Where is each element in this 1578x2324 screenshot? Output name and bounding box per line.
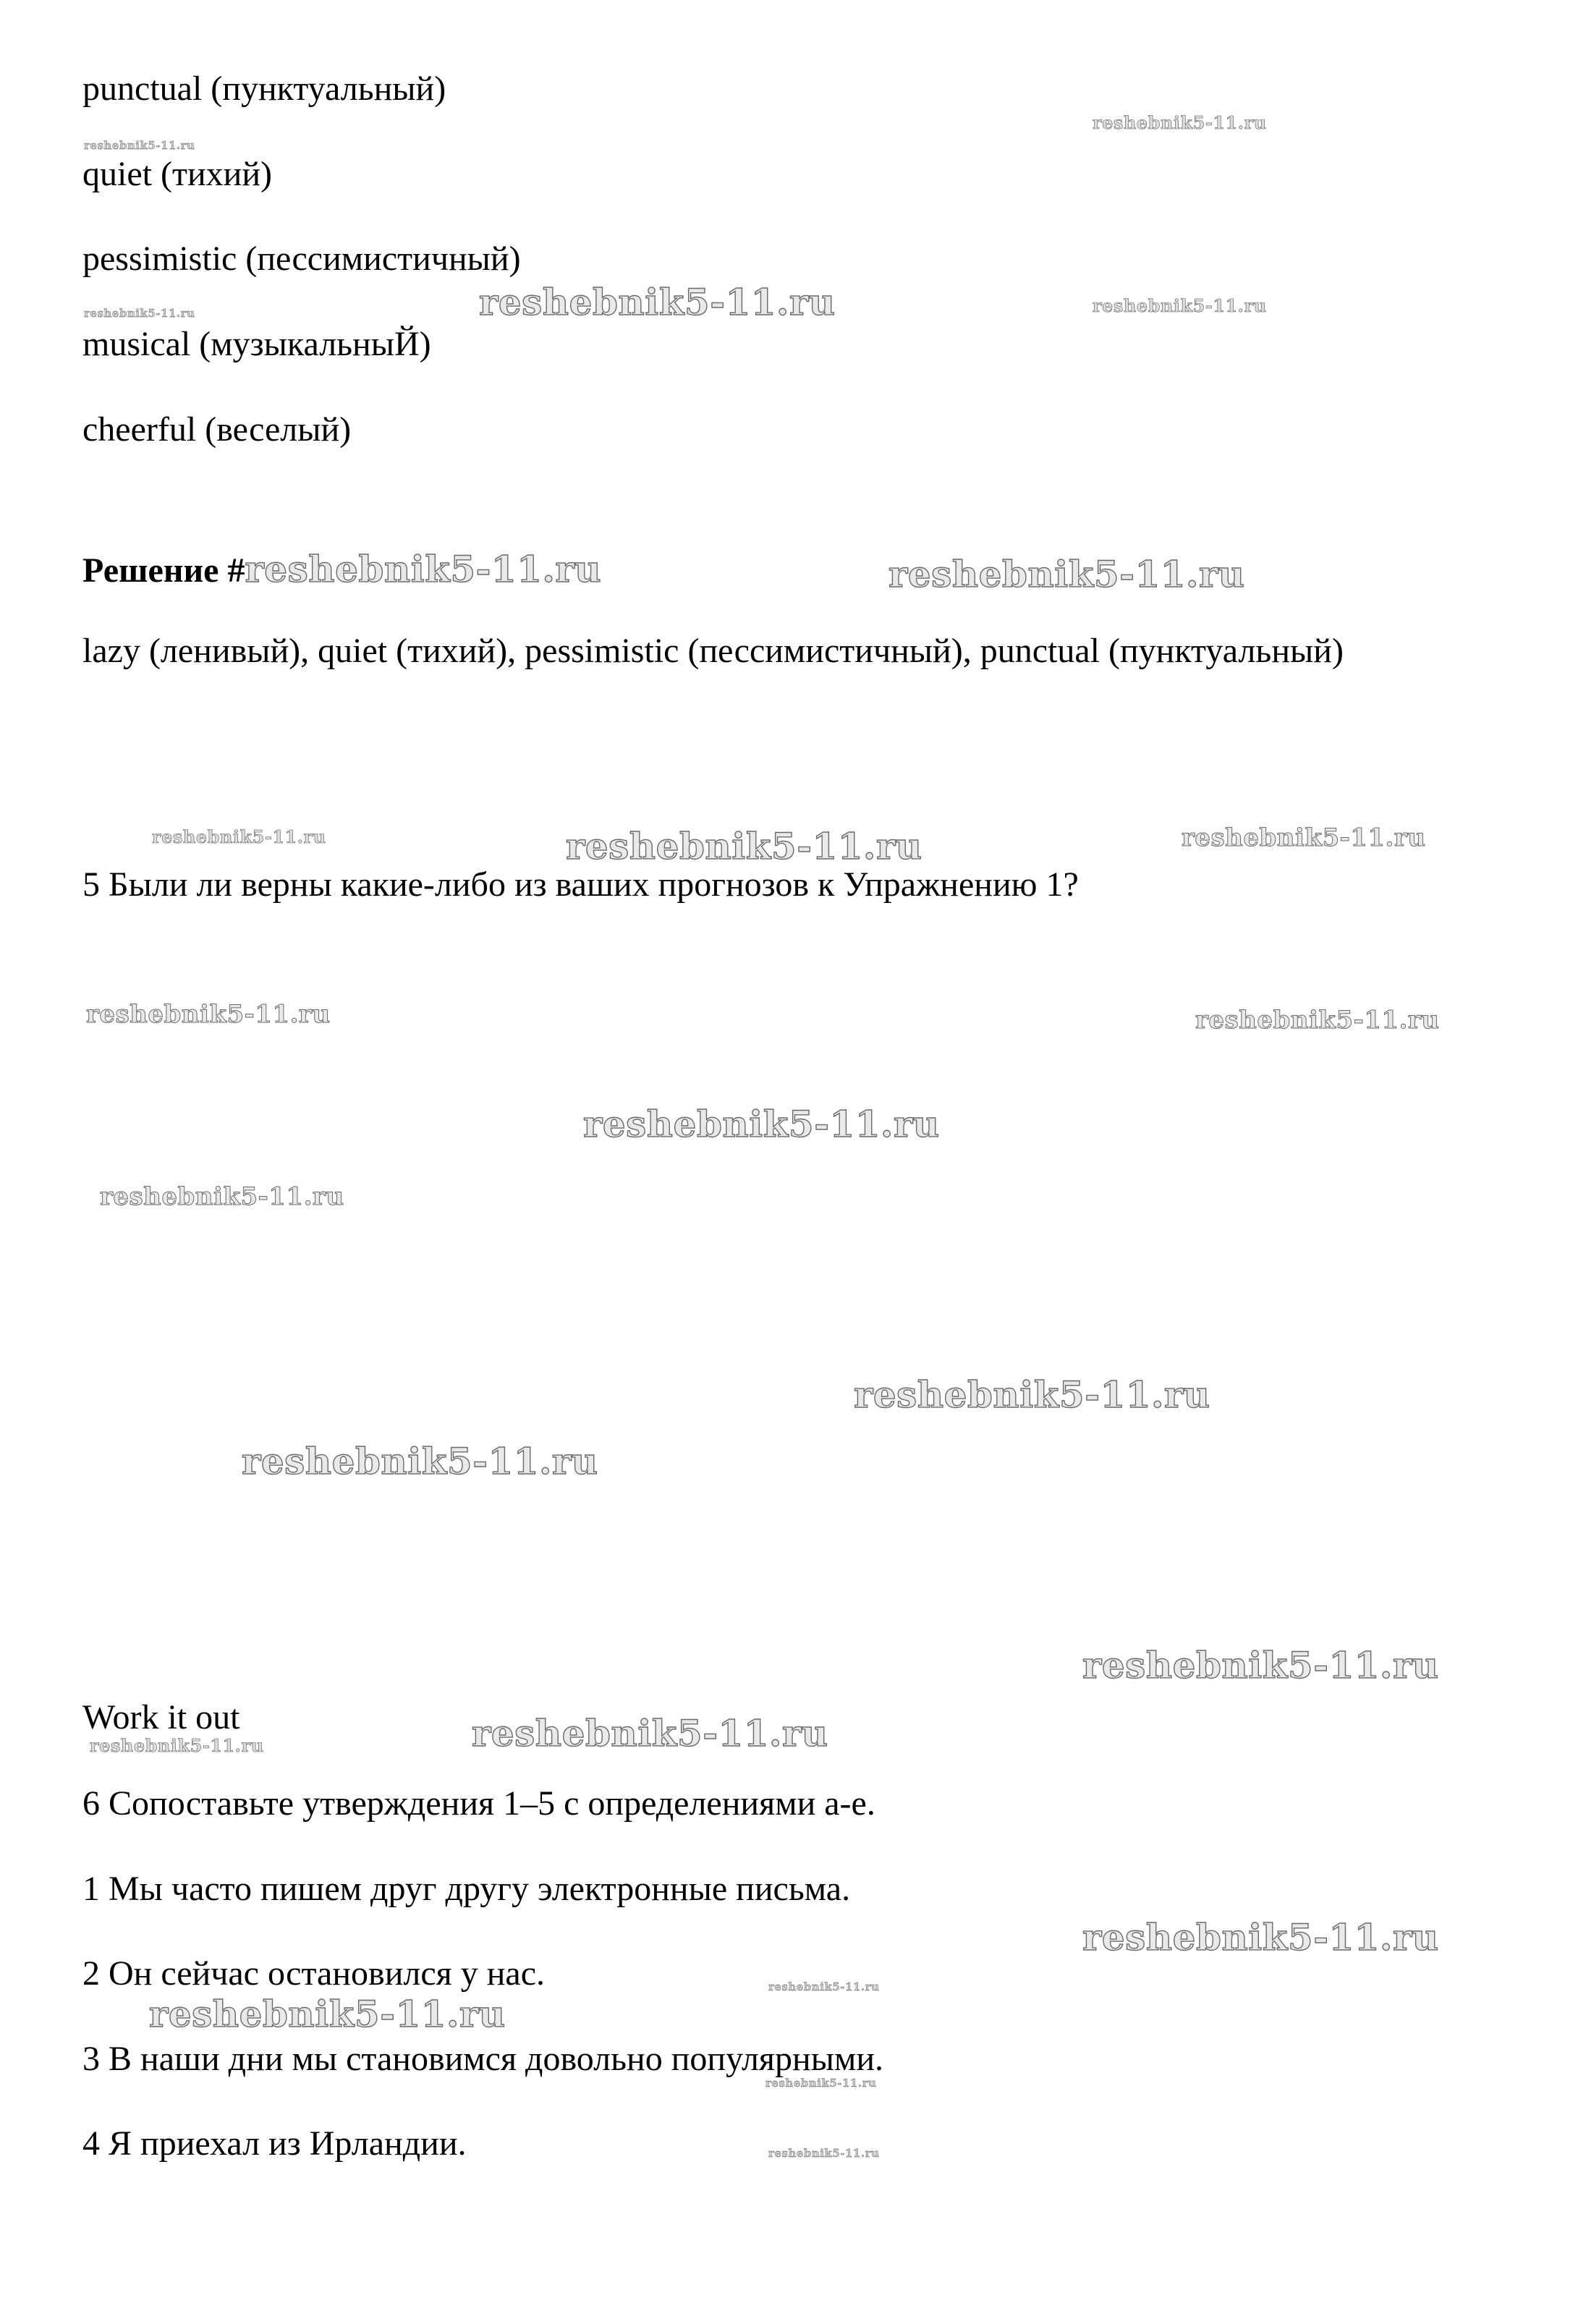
watermark: reshebnik5-11.ru	[90, 1735, 264, 1756]
watermark: reshebnik5-11.ru	[1082, 1644, 1439, 1687]
watermark: reshebnik5-11.ru	[479, 281, 836, 323]
solution-answer: lazy (ленивый), quiet (тихий), pessimistic (пессимистичный), punctual (пунктуальный)	[82, 632, 1344, 670]
watermark: reshebnik5-11.ru	[765, 2077, 877, 2090]
watermark: reshebnik5-11.ru	[84, 139, 195, 152]
statement-2: 2 Он сейчас остановился у нас.	[82, 1954, 546, 1993]
statement-3: 3 В наши дни мы становимся довольно популярными.	[82, 2040, 883, 2078]
vocab-item-cheerful: cheerful (веселый)	[82, 410, 352, 449]
section-work-it-out: Work it out	[82, 1698, 240, 1736]
vocab-item-punctual: punctual (пунктуальный)	[82, 69, 446, 108]
watermark: reshebnik5-11.ru	[768, 1980, 880, 1993]
question-6: 6 Сопоставьте утверждения 1–5 с определениями a-e.	[82, 1784, 875, 1823]
solution-heading-label: Решение #	[82, 551, 245, 590]
watermark: reshebnik5-11.ru	[86, 1000, 331, 1029]
statement-4: 4 Я приехал из Ирландии.	[82, 2124, 467, 2163]
watermark: reshebnik5-11.ru	[854, 1373, 1210, 1416]
watermark: reshebnik5-11.ru	[1195, 1006, 1440, 1035]
watermark: reshebnik5-11.ru	[149, 1993, 506, 2035]
watermark: reshebnik5-11.ru	[1093, 112, 1267, 133]
watermark-inline: reshebnik5-11.ru	[245, 548, 602, 590]
watermark: reshebnik5-11.ru	[84, 307, 195, 320]
watermark: reshebnik5-11.ru	[152, 826, 326, 847]
watermark: reshebnik5-11.ru	[100, 1182, 344, 1211]
vocab-item-quiet: quiet (тихий)	[82, 155, 272, 193]
watermark: reshebnik5-11.ru	[888, 553, 1245, 595]
statement-1: 1 Мы часто пишем друг другу электронные письма.	[82, 1870, 851, 1908]
solution-heading	[82, 548, 601, 590]
watermark: reshebnik5-11.ru	[583, 1103, 940, 1145]
vocab-item-musical: musical (музыкальныЙ)	[82, 325, 431, 363]
watermark: reshebnik5-11.ru	[768, 2147, 880, 2160]
watermark: reshebnik5-11.ru	[566, 825, 922, 868]
watermark: reshebnik5-11.ru	[1093, 295, 1267, 316]
vocab-item-pessimistic: pessimistic (пессимистичный)	[82, 239, 521, 278]
watermark: reshebnik5-11.ru	[1082, 1916, 1439, 1959]
watermark: reshebnik5-11.ru	[472, 1712, 828, 1755]
watermark: reshebnik5-11.ru	[242, 1440, 598, 1483]
watermark: reshebnik5-11.ru	[1182, 823, 1426, 852]
question-5: 5 Были ли верны какие-либо из ваших прогнозов к Упражнению 1?	[82, 865, 1079, 904]
